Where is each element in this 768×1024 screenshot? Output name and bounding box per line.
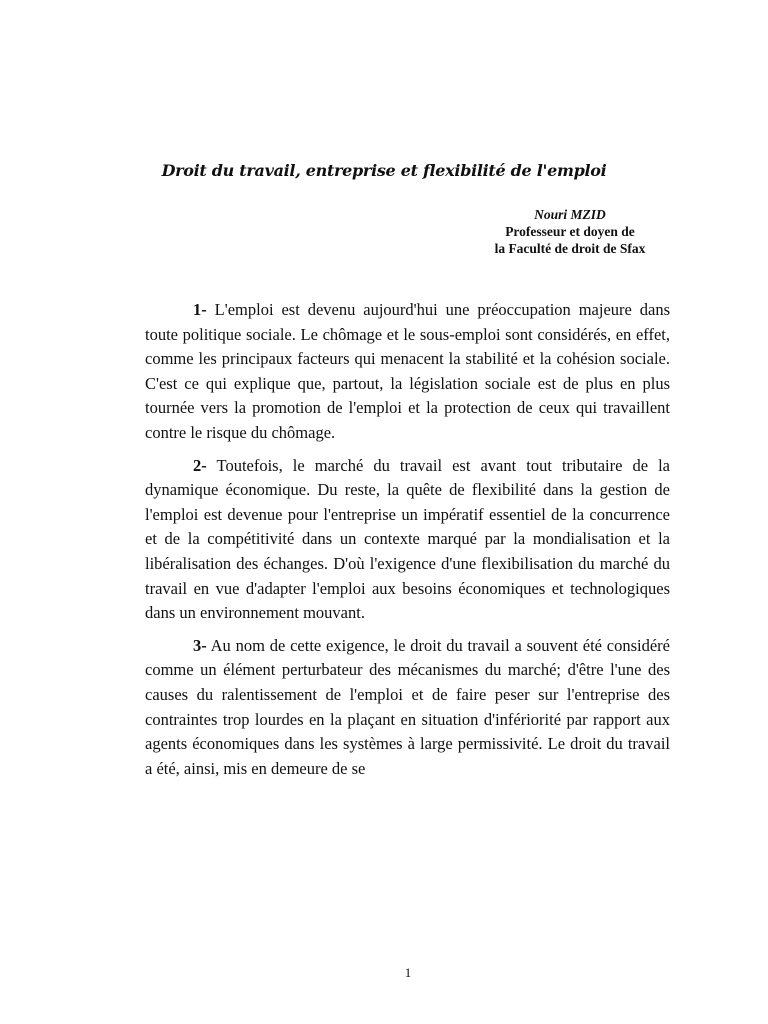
author-block (440, 206, 700, 257)
paragraph-text: Au nom de cette exigence, le droit du travail a souvent été considéré comme un élément perturbateur des mécanismes du marché; d'être l'une des causes du ralentissement de l'emploi et de faire peser sur l'entreprise des contraintes trop lourdes en la plaçant en situation d'infériorité par rapport aux agents économiques dans les systèmes à large permissivité. Le droit du travail a été, ainsi, mis en demeure de se (145, 635, 670, 778)
body-text (145, 298, 670, 789)
page-number: 1 (404, 965, 412, 980)
paragraph-number: 2- (193, 455, 207, 475)
paragraph-1 (145, 298, 670, 446)
paragraph-text: Toutefois, le marché du travail est avant tout tributaire de la dynamique économique. Du reste, la quête de flexibilité dans la gestion de l'emploi est devenue pour l'entreprise un impératif essentiel de la concurrence et de la compétitivité dans un contexte marqué par la mondialisation et la libéralisation des échanges. D'où l'exigence d'une flexibilisation du marché du travail en vue d'adapter l'emploi aux besoins économiques et technologiques dans un environnement mouvant. (145, 455, 671, 623)
paragraph-text: L'emploi est devenu aujourd'hui une préoccupation majeure dans toute politique sociale. Le chômage et le sous-emploi sont considérés, en effet, comme les principaux facteurs qui menacent la stabilité et la cohésion sociale. C'est ce qui explique que, partout, la législation sociale est de plus en plus tournée vers la promotion de l'emploi et la protection de ceux qui travaillent contre le risque du chômage. (145, 300, 671, 442)
document-title: Droit du travail, entreprise et flexibilité de l'emploi (161, 161, 607, 180)
author-name: Nouri MZID (534, 207, 606, 222)
author-role-line-1: Professeur et doyen de (505, 224, 635, 239)
paragraph-number: 1- (193, 300, 207, 319)
author-role-line-2: la Faculté de droit de Sfax (494, 241, 646, 256)
paragraph-2 (145, 454, 670, 626)
paragraph-3 (145, 634, 670, 782)
paragraph-number: 3- (193, 635, 207, 655)
